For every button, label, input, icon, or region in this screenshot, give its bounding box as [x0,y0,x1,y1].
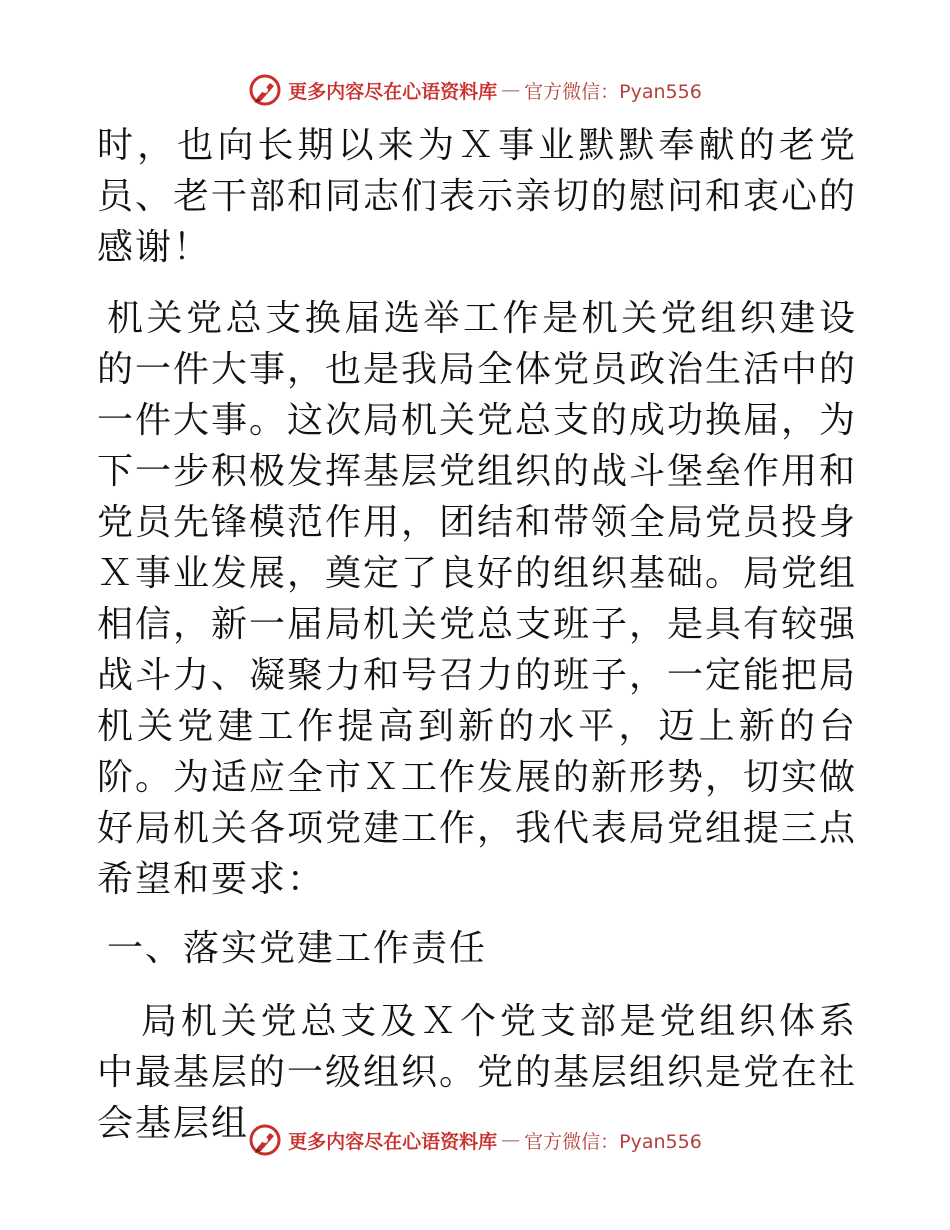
pen-logo-icon [248,1123,282,1157]
header-banner-text: 更多内容尽在心语资料库 [288,80,498,103]
section-heading-1: 一、落实党建工作责任 [107,928,488,969]
header-watermark-banner [0,72,950,108]
document-body [97,120,857,1149]
paragraph-3: 局机关党总支及Ｘ个党支部是党组织体系中最基层的一级组织。党的基层组织是党在社会基层组 [97,1001,858,1144]
footer-banner-dash: — [501,1129,521,1151]
pen-logo-icon [248,73,282,107]
paragraph-1: 时，也向长期以来为Ｘ事业默默奉献的老党员、老干部和同志们表示亲切的慰问和衷心的感谢！ [97,125,858,268]
footer-watermark-banner [0,1122,950,1158]
paragraph-2: 机关党总支换届选举工作是机关党组织建设的一件大事，也是我局全体党员政治生活中的一件大事。这次局机关党总支的成功换届，为下一步积极发挥基层党组织的战斗堡垒作用和党员先锋模范作用，团结和带领全局党员投身Ｘ事业发展，奠定了良好的组织基础。局党组相信，新一届局机关党总支班子，是具有较强战斗力、凝聚力和号召力的班子，一定能把局机关党建工作提高到新的水平，迈上新的台阶。为适应全市Ｘ工作发展的新形势，切实做好局机关各项党建工作，我代表局党组提三点希望和要求： [97,298,858,900]
footer-banner-text: 更多内容尽在心语资料库 [288,1130,498,1153]
footer-banner-wechat: 官方微信：Pyan556 [524,1130,702,1153]
header-banner-dash: — [501,79,521,101]
header-banner-wechat: 官方微信：Pyan556 [524,80,702,103]
